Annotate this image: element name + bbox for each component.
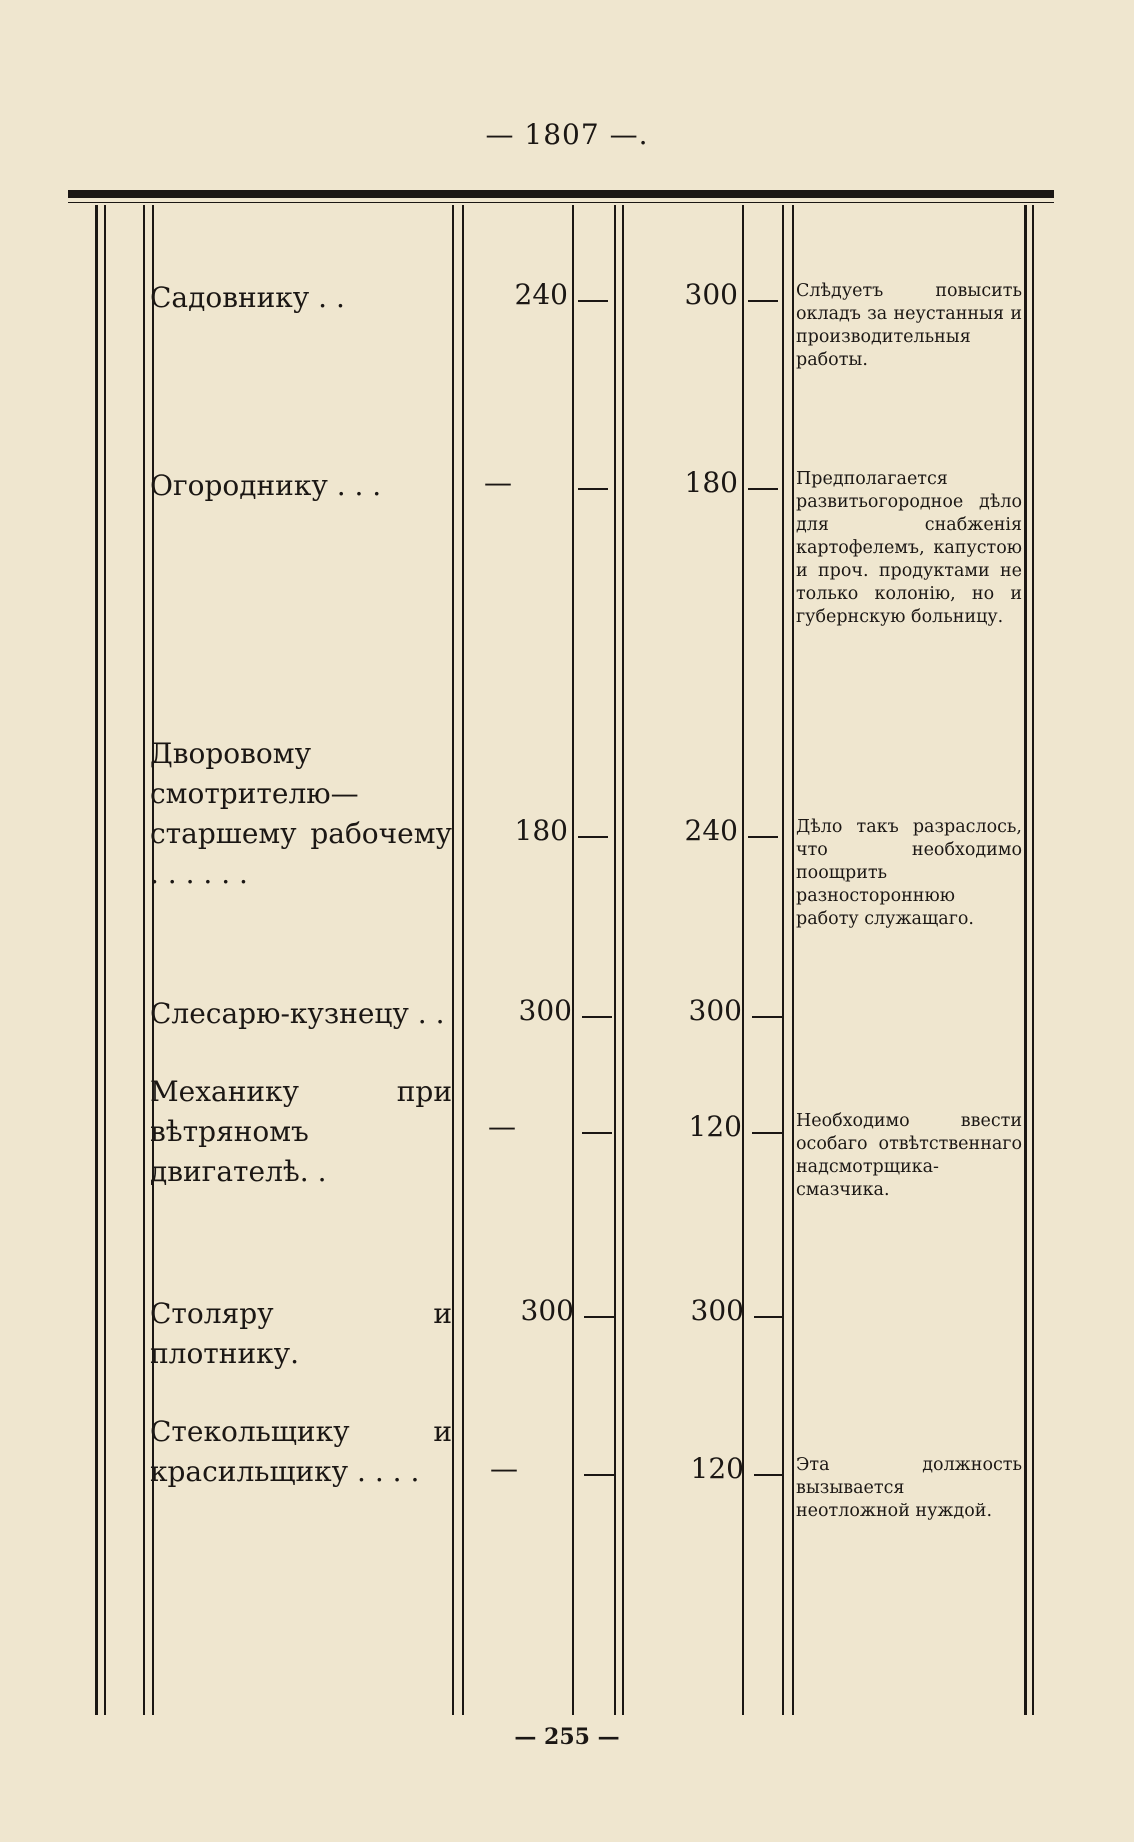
column-line	[782, 205, 784, 1715]
kopek-dash	[754, 1316, 784, 1318]
column-line	[792, 205, 794, 1715]
page-number: — 255 —	[514, 1724, 620, 1750]
old-salary: —	[488, 1110, 516, 1143]
new-salary: 240	[684, 814, 738, 847]
new-salary: 300	[690, 1294, 744, 1327]
column-line	[572, 205, 574, 1715]
new-salary: 180	[684, 466, 738, 499]
remark: Необходимо ввести особаго отвѣтственнаго надсмотрщика-смазчика.	[796, 1111, 1022, 1200]
remark: Эта должность вызывается неотложной нуждой.	[796, 1455, 1022, 1521]
kopek-dash	[748, 488, 778, 490]
kopek-dash	[584, 1474, 614, 1476]
position-name: Слесарю-кузнецу . .	[150, 997, 445, 1030]
column-line	[452, 205, 454, 1715]
column-line	[104, 205, 106, 1715]
column-line	[1024, 205, 1027, 1715]
old-salary: 300	[520, 1294, 574, 1327]
kopek-dash	[578, 836, 608, 838]
kopek-dash	[578, 488, 608, 490]
new-salary: 300	[684, 278, 738, 311]
kopek-dash	[748, 836, 778, 838]
column-line	[614, 205, 616, 1715]
kopek-dash	[754, 1474, 784, 1476]
position-name: Огороднику . . .	[150, 469, 382, 502]
old-salary: 300	[518, 994, 572, 1027]
kopek-dash	[584, 1316, 614, 1318]
position-name: Садовнику . .	[150, 281, 345, 314]
column-line	[622, 205, 624, 1715]
new-salary: 300	[688, 994, 742, 1027]
kopek-dash	[748, 300, 778, 302]
old-salary: 180	[514, 814, 568, 847]
kopek-dash	[578, 300, 608, 302]
kopek-dash	[582, 1016, 612, 1018]
column-line	[95, 205, 98, 1715]
page-header: — 1807 —.	[485, 118, 649, 151]
new-salary: 120	[690, 1452, 744, 1485]
column-line	[143, 205, 145, 1715]
old-salary: 240	[514, 278, 568, 311]
kopek-dash	[582, 1132, 612, 1134]
remark: Дѣло такъ разраслось, что необходимо поощрить разностороннюю работу служащаго.	[796, 817, 1022, 929]
position-name: Дворовому смотрителю— старшему рабочему . . . . . .	[150, 737, 452, 890]
kopek-dash	[752, 1132, 782, 1134]
column-line	[742, 205, 744, 1715]
column-line	[462, 205, 464, 1715]
position-name: Механику при вѣтряномъ двигателѣ. .	[150, 1075, 452, 1188]
column-line	[1032, 205, 1034, 1715]
position-name: Столяру и плотнику.	[150, 1297, 452, 1370]
kopek-dash	[752, 1016, 782, 1018]
header-rule-thin	[68, 202, 1054, 203]
old-salary: —	[490, 1452, 518, 1485]
position-name: Стекольщику и красильщику . . . .	[150, 1415, 452, 1488]
remark: Предполагается развитьогородное дѣло для снабженія картофелемъ, капустою и проч. продуктами не только колонію, но и губернскую больницу.	[796, 469, 1022, 627]
remark: Слѣдуетъ повысить окладъ за неустанныя и производительныя работы.	[796, 281, 1022, 370]
new-salary: 120	[688, 1110, 742, 1143]
header-rule-thick	[68, 190, 1054, 198]
old-salary: —	[484, 466, 512, 499]
